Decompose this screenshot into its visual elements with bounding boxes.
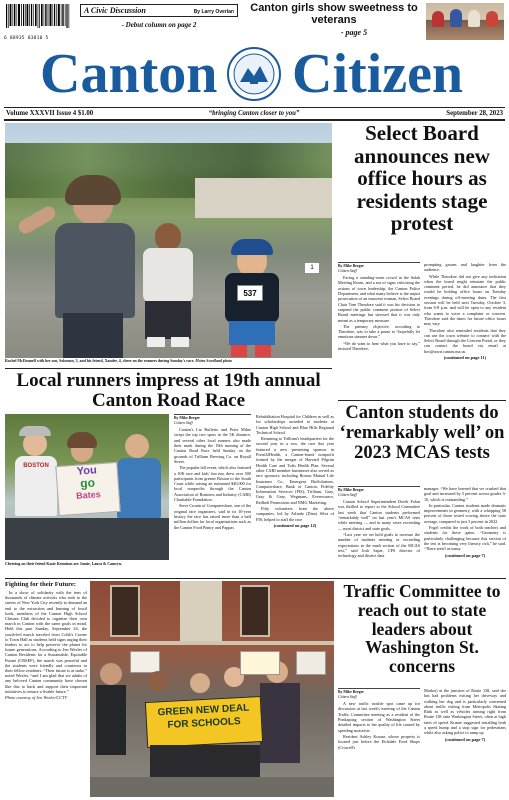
road-race-byline: By Mike Berger [174,416,200,420]
green-new-deal-banner: GREEN NEW DEAL FOR SCHOOLS [145,696,263,748]
road-race-rule [5,368,332,369]
masthead-canton: Canton [40,43,218,105]
climate-rule [5,578,506,579]
veterans-promo[interactable] [244,2,424,42]
top-photo-credit: Moira Swedland photo [195,359,232,363]
select-board-headline[interactable]: Select Board announces new office hours as residents stage protest [354,121,490,235]
civic-promo[interactable] [80,4,238,40]
you-go-sign: You go Bates [55,462,120,516]
civic-debut: - Debut column on page 2 [121,21,197,29]
traffic-story: By Mike Berger Citizen Staff A new traffic trouble spot came up for discussion at last week's meeting of the Canton Traffic Committee meeting as a resident of the Ponkapoag section of Washington Street detailed impacts to her quality of life caused by speeding motorists. Resident Ashley Krause, whose property is located just before the Eichdale Food Shops (Crowell's Market) at the junction of Route 138, said she has had problems exiting her driveway and walking her dog and is particularly concerned about traffic exiting from Metropolis Skating Rink as well as vehicles turning right from Route 138 onto Washington Street, often at high rates of speed. Krause suggested installing both a speed hump and a stop sign for pedestrians while also asking police to ramp up (continued on page 7) [338,688,506,750]
road-race-headline[interactable]: Local runners impress at 19th annual Canton Road Race [16,370,321,411]
civic-title: A Civic Discussion [84,6,146,15]
mcas-story: By Mike Berger Citizen Staff Canton School Superintendent Derek Folan was thrilled to report to the School Committee last week that Canton students performed “remarkably well” on last year's MCAS tests while meeting — and in many cases exceeding — most district and state goals. “Last year we set bold goals to increase the number of students meeting or exceeding expectations in the math section of the MCAS test,” said Josh Sapet, CPS director of technology and district data manager. “We have learned that we crushed that goal and increased by 5 percent across grades 3-10, which is outstanding.” In particular, Canton students made dramatic improvements in geometry, with a whopping 58 percent of those tested scoring above the state average, compared to just 3 percent in 2022. Fogel credits the work of both teachers and students for these gains. “Geometry is particularly challenging because this section of the test is becoming very literacy rich,” he said. “There aren't as many (continued on page 7) [338,486,506,559]
civic-author: By Larry Overlan [193,9,234,15]
select-board-story: By Mike Berger Citizen Staff Facing a standing-room crowd in the Salah Meeting Room, and a sea of signs criticizing the actions of town leadership, the Canton Police Department, and what many believe is the unjust prosecution of an innocent woman, Select Board Chair Tom Theodore said it was his decision to suspend the public comment portion of Select Board meetings but stressed that it was only meant as a temporary measure. The primary objective, according to Theodore, was to take a pause to “hopefully let emotions simmer down.” “We do want to hear what you have to say,” insisted Theodore, prompting groans and laughter from the audience. While Theodore did not give any indication when the board might reinstate the public comment period, he did announce that they would be holding office hours on Tuesday evenings during off-meeting dates. The first session will be held next Tuesday, October 3, from 6-8 p.m. and will be open to any resident who wants to voice a complaint or concern. Theodore said the times for future office hours may vary. Theodore also reminded residents that they can use the town website to connect with the Select Board through the Concern Portal, or they can contact the board via email at bos@town.canton.ma.us. (continued on page 11) [338,262,506,361]
climate-sidebar: Fighting for their Future: In a show of solidarity with the tens of thousands of climate activists who took to the streets of New York City recently to demand an end to the extraction and burning of fossil fuels, members of the Canton High School Climate Club decided to organize their own march in Canton with the same goals in mind. Held this past Sunday, September 24, the youth-led march traveled from Cobb's Corner to Town Hall as students held signs urging their leaders to act to help preserve the planet for future generations. According to Jen Wexler of Canton Residents for a Sustainable, Equitable Future (CRSEF), the march was peaceful and the students were friendly and courteous to their fellow residents. “Their future is at stake,” noted Wexler, “and I am glad that we adults of any beloved Canton community have chosen like this to back and support their important initiatives to ensure a livable future.” Photo courtesy of Jen Wexler/CCTV [5,581,87,701]
top-photo-caption: Rachel McDonnell with her son, Solomon, 5, and his friend, Xander, 4, cheer on the runners during Sunday's race. Moira Swedland photo [5,359,232,363]
select-board-byline: By Mike Berger [338,264,364,268]
small-bib: 1 [305,263,319,273]
barcode-digits: 6 88935 03010 5 [4,36,49,41]
mcas-headline[interactable]: Canton students do ‘remarkably well’ on 2023 MCAS tests [339,403,505,463]
road-race-story: By Mike Berger Citizen Staff Canton's Liz Ruffeito and Peter Milne swept the top two spots in the 5K distance, and several other local runners also made their mark during the 19th running of the Canton Road Race held Sunday on the grounds of Trillium Brewing Co. on Royall Street. The popular fall event, which also featured a 10K race and kids' fun run, drew over 500 participants from greater Boston to the South Coast while raising an estimated $40,000 for local nonprofits through the Canton Association of Business and Industry (CABI) Charitable Foundation. Steve Cronin of Computershare, one of the original race organizers, said in its 10-year history the race has raised more than a half million dollars for local organizations such as the Canton Food Pantry and Pappas Rehabilitation Hospital for Children as well as for scholarships awarded to students at Canton High School and Blue Hills Regional Technical School. Returning to Trillium's headquarters for the second year in a row, the race this year featured a new presenting sponsor in Point32Health, a Canton-based nonprofit formed by the merger of Harvard Pilgrim Health Care and Tufts Health Plan. Several other CABI member businesses also served as race sponsors, including Boston Mutual Life Insurance Co., Emergent BioSolutions, Computershare, Bank of Canton, Fidelity Information Services (FIS), Trillium, Gray, Gray & Gray, Wegmans, Everesource, Redbolt Promotions and NMG Marketing. Fifty volunteers from the above companies, led by Arlindo (Dino) Silva of FIS, helped to staff the race (continued on page 12) [174,414,334,530]
volume-issue: Volume XXXVII Issue 4 $1.00 [6,110,94,117]
select-board-continued[interactable]: (continued on page 11) [443,355,487,361]
promo-title: Canton girls show sweetness to veterans [250,2,418,26]
barcode-icon [4,3,74,31]
masthead-name [0,44,509,106]
mcas-rule [338,400,506,401]
tagline: “bringing Canton closer to you” [208,110,300,117]
traffic-continued[interactable]: (continued on page 7) [444,736,486,742]
barcode [4,3,74,41]
mcas-byline: By Mike Berger [338,488,364,492]
mcas-continued[interactable]: (continued on page 7) [444,552,486,558]
issue-date: September 28, 2023 [446,110,503,117]
cheering-photo [5,414,169,560]
boston-shirt: BOSTON [15,456,57,516]
traffic-byline: By Mike Berger [338,690,364,694]
masthead-citizen: Citizen [292,43,464,105]
climate-credit: Photo courtesy of Jen Wexler/CCTV [5,695,68,701]
cheering-caption: Cheering on their friend Kasie Kennison are Jamie, Laura & Camryn. [5,562,123,566]
climate-march-photo [90,581,334,797]
dateline [4,108,505,119]
traffic-headline[interactable]: Traffic Committee to reach out to state leaders about Washington St. concerns [343,581,501,677]
town-seal-icon [226,46,282,102]
road-race-photo [5,123,332,358]
race-bib: 537 [237,285,263,301]
climate-title: Fighting for their Future: [5,581,76,588]
promo-page: - page 5 [340,28,368,37]
road-race-continued[interactable]: (continued on page 12) [273,522,317,528]
veterans-photo [426,3,504,40]
